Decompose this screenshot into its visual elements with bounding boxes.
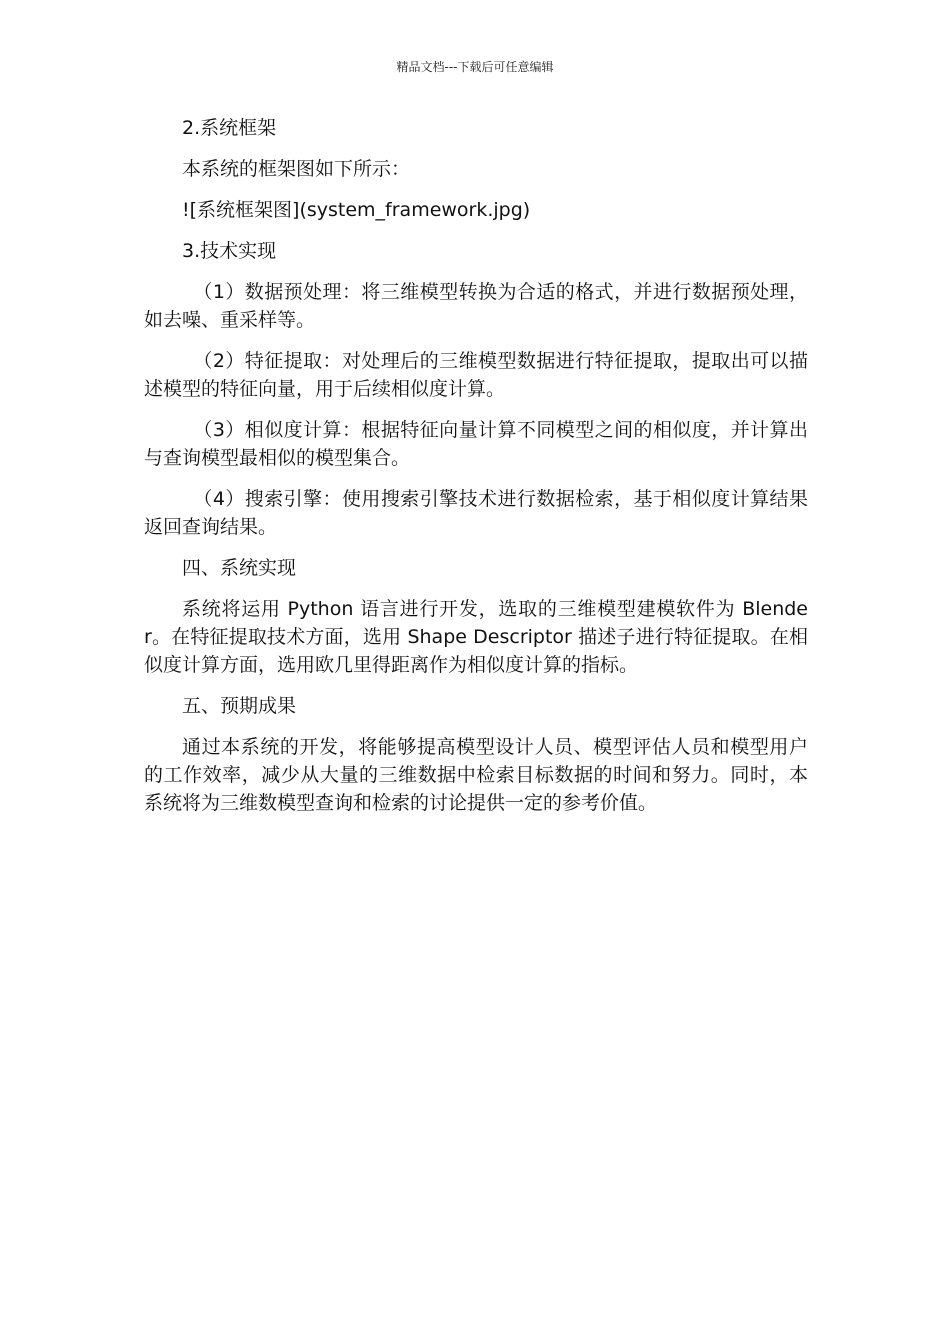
page-header: 精品文档---下载后可任意编辑 [396,60,554,74]
paragraph-framework-image-markdown: ![系统框架图](system_framework.jpg) [182,199,531,221]
section-heading-tech-implementation: 3.技术实现 [182,240,277,262]
list-item-data-preprocessing: （1）数据预处理：将三维模型转换为合适的格式，并进行数据预处理，如去噪、重采样等。 [144,281,808,331]
paragraph-framework-intro: 本系统的框架图如下所示： [182,158,411,180]
list-item-similarity-computation: （3）相似度计算：根据特征向量计算不同模型之间的相似度，并计算出与查询模型最相似的模型集合。 [144,419,808,469]
paragraph-expected-results: 通过本系统的开发，将能够提高模型设计人员、模型评估人员和模型用户的工作效率，减少从大量的三维数据中检索目标数据的时间和努力。同时，本系统将为三维数模型查询和检索的讨论提供一定的参考价值。 [144,736,808,814]
paragraph-system-implementation: 系统将运用 Python 语言进行开发，选取的三维模型建模软件为 Blender。在特征提取技术方面，选用 Shape Descriptor 描述子进行特征提取。在相似度计算方面，选用欧几里得距离作为相似度计算的指标。 [144,598,808,676]
document-body [144,114,808,830]
list-item-feature-extraction: （2）特征提取：对处理后的三维模型数据进行特征提取，提取出可以描述模型的特征向量，用于后续相似度计算。 [144,350,808,400]
section-heading-expected-results: 五、预期成果 [182,695,297,717]
section-heading-system-implementation: 四、系统实现 [182,557,297,579]
section-heading-system-framework: 2.系统框架 [182,117,277,139]
list-item-search-engine: （4）搜索引擎：使用搜索引擎技术进行数据检索，基于相似度计算结果返回查询结果。 [144,488,808,538]
